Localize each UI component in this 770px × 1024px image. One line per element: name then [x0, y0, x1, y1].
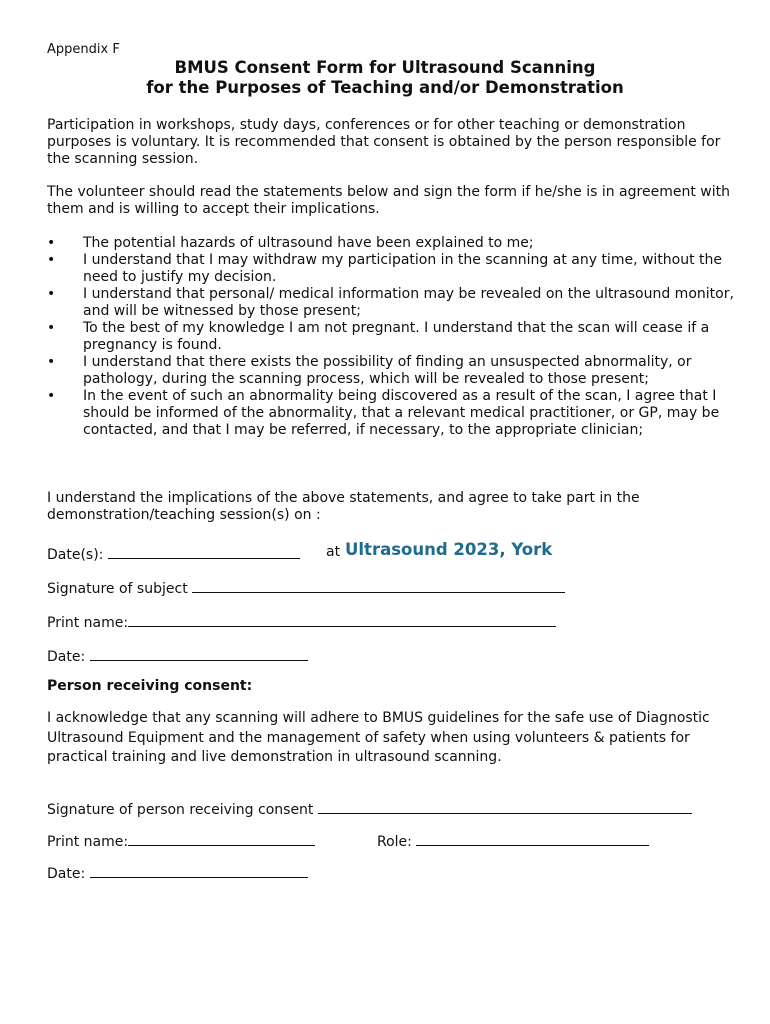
receiver-date-row [47, 863, 308, 882]
receiver-signature-field[interactable] [318, 799, 692, 814]
receiver-print-name-field[interactable] [128, 831, 315, 846]
statement-item: • To the best of my knowledge I am not pregnant. I understand that the scan will cease if a pregnancy is found. [47, 320, 737, 354]
signature-subject-row [47, 578, 565, 597]
dates-field[interactable] [108, 544, 300, 559]
receiver-role-row [377, 831, 649, 850]
print-name-label: Print name: [47, 615, 129, 631]
volunteer-paragraph: The volunteer should read the statements below and sign the form if he/she is in agreement with them and is willing to accept their implications. [47, 184, 730, 217]
statement-item: • The potential hazards of ultrasound have been explained to me; [47, 235, 737, 252]
print-name-row [47, 612, 556, 631]
print-name-field[interactable] [128, 612, 556, 627]
statement-item: • I understand that I may withdraw my participation in the scanning at any time, without the need to justify my decision. [47, 252, 737, 286]
dates-row [47, 544, 300, 563]
agreement-paragraph: I understand the implications of the above statements, and agree to take part in the demonstration/teaching session(s) on : [47, 490, 640, 523]
receiver-signature-row [47, 799, 692, 818]
receiver-role-field[interactable] [416, 831, 649, 846]
receiver-role-label: Role: [377, 834, 412, 850]
at-label: at [326, 544, 341, 560]
venue-name: Ultrasound 2023, York [345, 540, 553, 559]
receiver-date-field[interactable] [90, 863, 308, 878]
receiver-heading: Person receiving consent: [47, 678, 253, 694]
receiver-signature-label: Signature of person receiving consent [47, 802, 314, 818]
signature-subject-field[interactable] [192, 578, 565, 593]
intro-paragraph: Participation in workshops, study days, conferences or for other teaching or demonstration purposes is voluntary. It is recommended that consent is obtained by the person responsible for the scanning session. [47, 117, 721, 167]
statement-item: • I understand that personal/ medical information may be revealed on the ultrasound monitor, and will be witnessed by those present; [47, 286, 737, 320]
statement-list [47, 235, 737, 439]
receiver-print-name-label: Print name: [47, 834, 129, 850]
form-title-line-1: BMUS Consent Form for Ultrasound Scanning [174, 58, 596, 77]
date-label: Date: [47, 649, 86, 665]
date-field[interactable] [90, 646, 308, 661]
form-title-line-2: for the Purposes of Teaching and/or Demonstration [146, 78, 624, 97]
signature-subject-label: Signature of subject [47, 581, 188, 597]
receiver-print-name-row [47, 831, 315, 850]
statement-item: • In the event of such an abnormality being discovered as a result of the scan, I agree that I should be informed of the abnormality, that a relevant medical practitioner, or GP, may be contacted, and that I may be referred, if necessary, to the appropriate clinician; [47, 388, 737, 439]
date-row [47, 646, 308, 665]
receiver-date-label: Date: [47, 866, 86, 882]
statement-item: • I understand that there exists the possibility of finding an unsuspected abnormality, or pathology, during the scanning process, which will be revealed to those present; [47, 354, 737, 388]
appendix-label: Appendix F [47, 42, 120, 57]
dates-label: Date(s): [47, 547, 104, 563]
receiver-acknowledgement: I acknowledge that any scanning will adhere to BMUS guidelines for the safe use of Diagnostic Ultrasound Equipment and the management of safety when using volunteers & patients for practical training and live demonstration in ultrasound scanning. [47, 710, 710, 765]
